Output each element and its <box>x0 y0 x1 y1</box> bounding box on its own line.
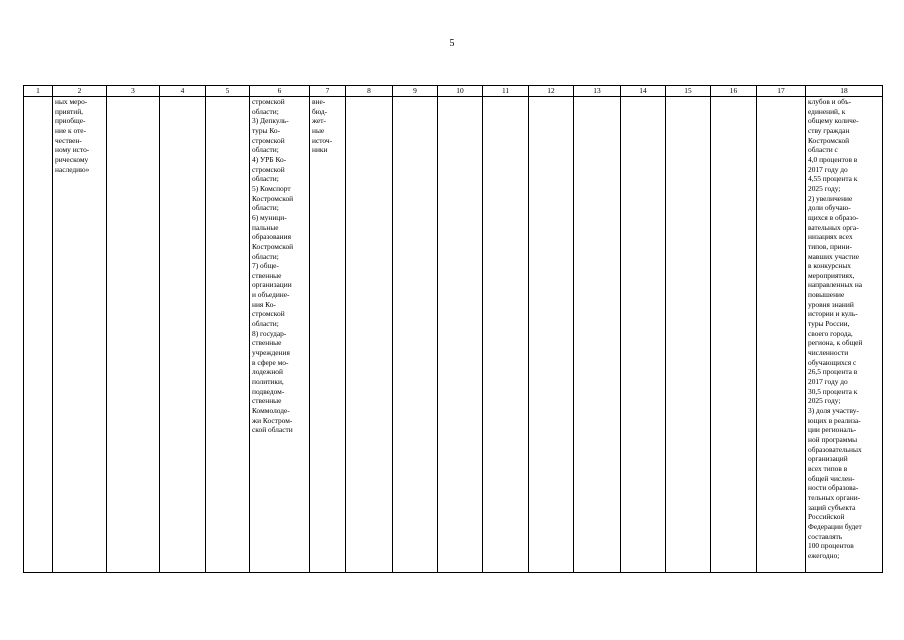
header-cell: 3 <box>107 86 160 97</box>
header-cell: 2 <box>53 86 107 97</box>
header-cell: 11 <box>483 86 529 97</box>
page-number: 5 <box>449 38 455 49</box>
cell-event-name: ных меро- приятий, приобще- ние к оте- чествен- ному исто- рическому наследию» <box>53 97 107 573</box>
cell-col3 <box>107 97 160 573</box>
header-cell: 1 <box>24 86 53 97</box>
cell-col1 <box>24 97 53 573</box>
document-table <box>23 85 883 573</box>
table-row <box>24 97 883 573</box>
cell-col14 <box>621 97 666 573</box>
header-row <box>24 86 883 97</box>
header-cell: 8 <box>346 86 393 97</box>
header-cell: 17 <box>757 86 806 97</box>
cell-funding-source: вне- бюд- жет- ные источ- ники <box>310 97 346 573</box>
header-cell: 10 <box>438 86 483 97</box>
header-cell: 13 <box>574 86 621 97</box>
cell-executors: стромской области; 3) Депкуль- туры Ко- стромской области; 4) УРБ Ко- стромской области; 5) Комспорт Костромской области; 6) муници- пальные образования Костромской области; 7) обще- ственные организации и объедине- ния Ко- стромской области; 8) государ- ственные учреждения в сфере мо- лодежной политики, подведом- ственные Коммолоде- жи Костром- ской области <box>250 97 310 573</box>
header-cell: 16 <box>711 86 757 97</box>
header-cell: 15 <box>666 86 711 97</box>
cell-col15 <box>666 97 711 573</box>
header-cell: 12 <box>529 86 574 97</box>
cell-col10 <box>438 97 483 573</box>
cell-col16 <box>711 97 757 573</box>
cell-col4 <box>160 97 206 573</box>
cell-col12 <box>529 97 574 573</box>
cell-col13 <box>574 97 621 573</box>
cell-col9 <box>393 97 438 573</box>
header-cell: 7 <box>310 86 346 97</box>
header-cell: 14 <box>621 86 666 97</box>
header-cell: 5 <box>206 86 250 97</box>
header-cell: 4 <box>160 86 206 97</box>
cell-indicators: клубов и объ- единений, к общему количе- ству граждан Костромской области с 4,0 процентов в 2017 году до 4,55 процента к 2025 году; 2) увеличение доли обучаю- щихся в образо- вательных орга- низациях всех типов, прини- мавших участие в конкурсных мероприятиях, направленных на повышение уровня знаний истории и куль- туры России, своего города, региона, к общей численности обучающихся с 26,5 процента в 2017 году до 30,5 процента к 2025 году; 3) доля участву- ющих в реализа- ции региональ- ной программы образовательных организаций всех типов в общей числен- ности образова- тельных органи- заций субъекта Российской Федерации будет составлять 100 процентов ежегодно; <box>806 97 883 573</box>
cell-col17 <box>757 97 806 573</box>
header-cell: 6 <box>250 86 310 97</box>
cell-col8 <box>346 97 393 573</box>
cell-col5 <box>206 97 250 573</box>
header-cell: 18 <box>806 86 883 97</box>
header-cell: 9 <box>393 86 438 97</box>
cell-col11 <box>483 97 529 573</box>
